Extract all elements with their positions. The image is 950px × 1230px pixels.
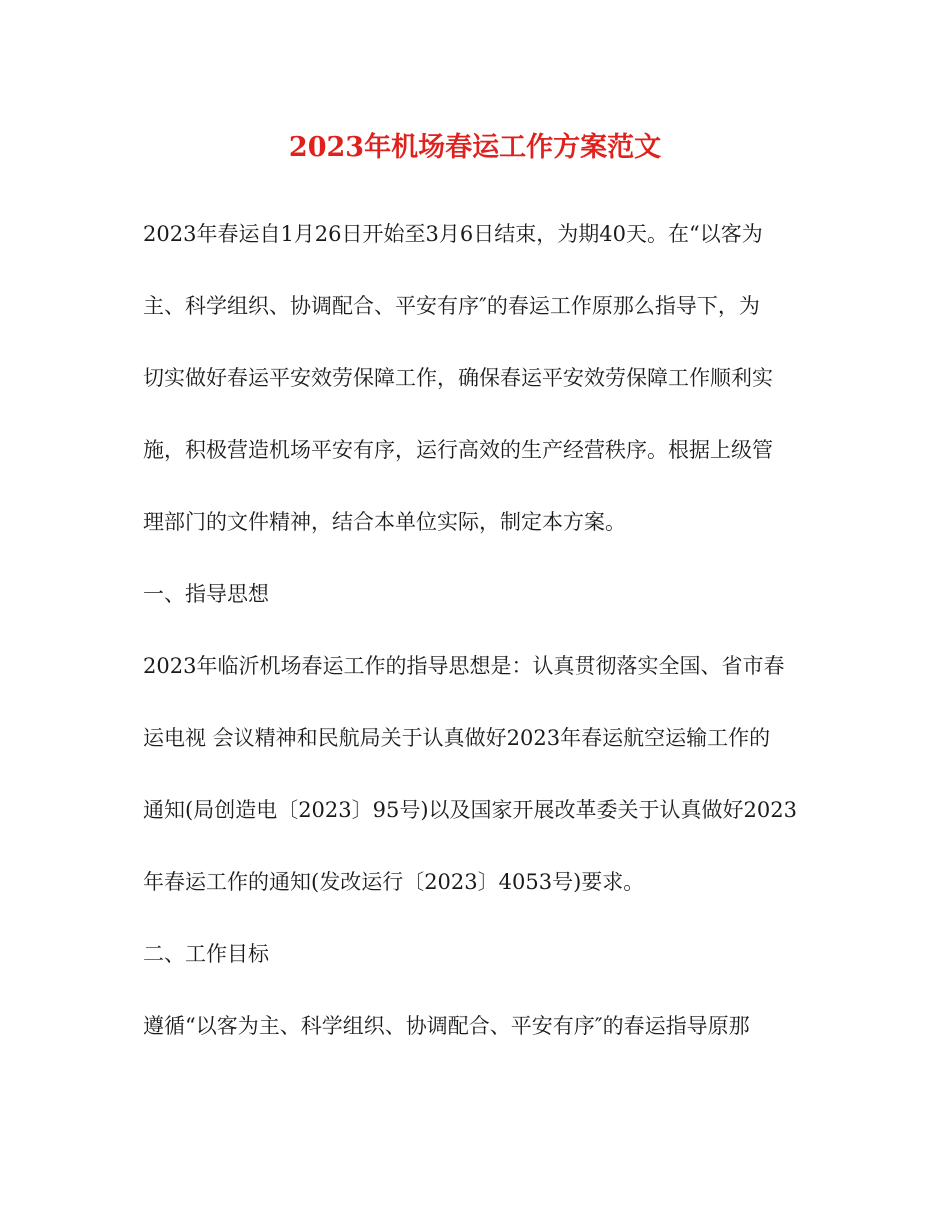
section-heading: 一、指导思想 (143, 582, 269, 606)
body-line: 年春运工作的通知(发改运行〔2023〕4053号)要求。 (143, 870, 645, 894)
document-title: 2023年机场春运工作方案范文 (288, 132, 662, 163)
body-line: 切实做好春运平安效劳保障工作，确保春运平安效劳保障工作顺利实 (143, 366, 773, 390)
body-line: 遵循“以客为主、科学组织、协调配合、平安有序″的春运指导原那 (143, 1014, 750, 1038)
body-line: 运电视 会议精神和民航局关于认真做好2023年春运航空运输工作的 (143, 726, 771, 750)
body-line: 通知(局创造电〔2023〕95号)以及国家开展改革委关于认真做好2023 (143, 798, 797, 822)
body-line: 2023年春运自1月26日开始至3月6日结束，为期40天。在“以客为 (143, 222, 763, 246)
body-line: 施，积极营造机场平安有序，运行高效的生产经营秩序。根据上级管 (143, 438, 773, 462)
section-heading: 二、工作目标 (143, 942, 269, 966)
body-line: 主、科学组织、协调配合、平安有序″的春运工作原那么指导下，为 (143, 294, 760, 318)
body-line: 2023年临沂机场春运工作的指导思想是：认真贯彻落实全国、省市春 (143, 654, 785, 678)
body-line: 理部门的文件精神，结合本单位实际，制定本方案。 (143, 510, 626, 534)
